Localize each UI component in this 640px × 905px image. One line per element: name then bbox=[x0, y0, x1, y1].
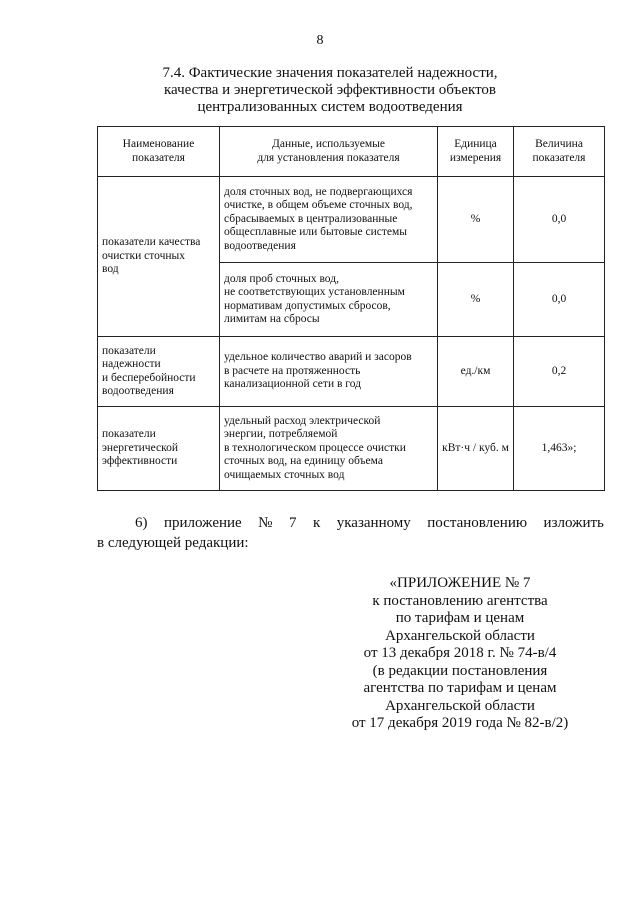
section-title bbox=[110, 65, 550, 116]
table-row bbox=[98, 407, 605, 491]
indicator-name: показатели качества очистки сточных вод bbox=[98, 177, 220, 337]
indicator-value: 0,2 bbox=[514, 337, 605, 407]
appendix-line: по тарифам и ценам bbox=[395, 610, 525, 626]
appendix-line: (в редакции постановления bbox=[372, 662, 548, 679]
paragraph-word: постановлению bbox=[427, 515, 528, 531]
paragraph-word: приложение bbox=[163, 515, 242, 531]
header-unit: Единица измерения bbox=[438, 127, 514, 177]
indicator-unit: ед./км bbox=[438, 337, 514, 407]
table-header-row bbox=[98, 127, 605, 177]
indicator-data: доля проб сточных вод, не соответствующих установленным нормативам допустимых сбросов, лимитам на сбросы bbox=[220, 263, 438, 337]
appendix-line: от 17 декабря 2019 года № 82-в/2) bbox=[351, 715, 569, 731]
header-value: Величина показателя bbox=[514, 127, 605, 177]
indicator-value: 1,463»; bbox=[514, 407, 605, 491]
paragraph-word: к bbox=[312, 515, 321, 531]
paragraph-word: изложить bbox=[543, 515, 604, 531]
header-data: Данные, используемые для установления показателя bbox=[220, 127, 438, 177]
appendix-line: к постановлению агентства bbox=[372, 592, 548, 609]
indicator-data: удельный расход электрической энергии, потребляемой в технологическом процессе очистки сточных вод, на единицу объема очищаемых сточных вод bbox=[220, 407, 438, 491]
table-row bbox=[98, 177, 605, 263]
title-line: 7.4. Фактические значения показателей надежности, bbox=[162, 65, 498, 81]
paragraph-word: 6) bbox=[135, 515, 148, 531]
indicator-unit: % bbox=[438, 177, 514, 263]
indicator-value: 0,0 bbox=[514, 263, 605, 337]
indicator-value: 0,0 bbox=[514, 177, 605, 263]
paragraph-word: № bbox=[258, 515, 273, 531]
indicator-data: удельное количество аварий и засоров в расчете на протяженность канализационной сети в год bbox=[220, 337, 438, 407]
indicator-data: доля сточных вод, не подвергающихся очистке, в общем объеме сточных вод, сбрасываемых в централизованные общесплавные или бытовые системы водоотведения bbox=[220, 177, 438, 263]
indicators-table bbox=[97, 126, 605, 491]
paragraph-word: 7 bbox=[288, 515, 297, 531]
indicator-name: показатели энергетической эффективности bbox=[98, 407, 220, 491]
appendix-line: Архангельской области bbox=[385, 627, 535, 644]
appendix-line: Архангельской области bbox=[385, 697, 535, 714]
paragraph-word: указанному bbox=[336, 515, 411, 531]
appendix-line: «ПРИЛОЖЕНИЕ № 7 bbox=[389, 575, 531, 591]
title-line: качества и энергетической эффективности объектов bbox=[163, 82, 497, 98]
table-row bbox=[98, 337, 605, 407]
appendix-header bbox=[340, 575, 580, 733]
indicator-unit: кВт·ч / куб. м bbox=[438, 407, 514, 491]
appendix-line: от 13 декабря 2018 г. № 74-в/4 bbox=[363, 645, 557, 661]
paragraph-line: в следующей редакции: bbox=[97, 535, 249, 551]
appendix-line: агентства по тарифам и ценам bbox=[363, 680, 557, 696]
title-line: централизованных систем водоотведения bbox=[197, 99, 463, 115]
indicator-name: показатели надежности и бесперебойности водоотведения bbox=[98, 337, 220, 407]
page-number: 8 bbox=[316, 33, 324, 48]
indicator-unit: % bbox=[438, 263, 514, 337]
paragraph-line bbox=[97, 513, 604, 533]
amendment-paragraph bbox=[97, 513, 604, 553]
header-name: Наименование показателя bbox=[98, 127, 220, 177]
